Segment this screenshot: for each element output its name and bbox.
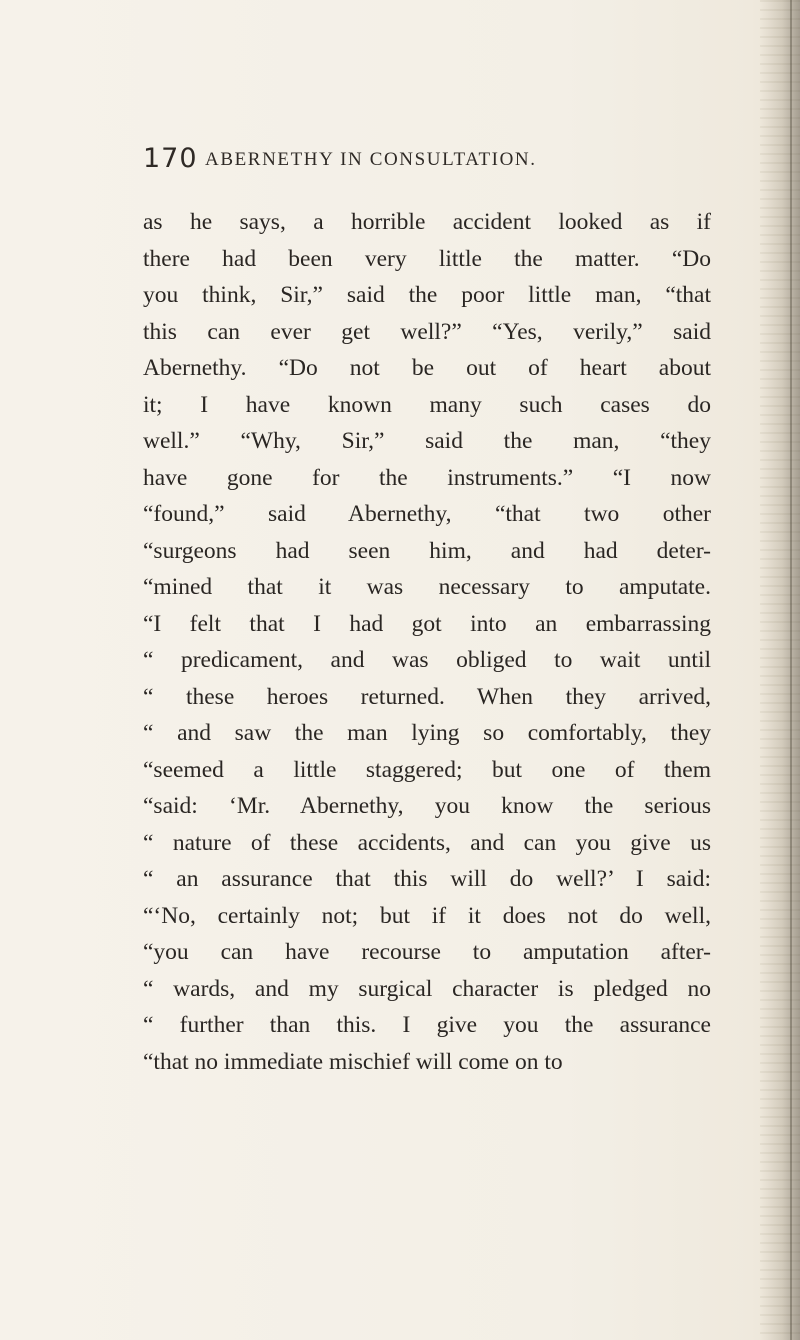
text-line: “found,” said Abernethy, “that two other xyxy=(143,501,711,527)
text-line: “that no immediate mischief will come on to xyxy=(143,1048,563,1075)
text-line: “said: ‘Mr. Abernethy, you know the serious xyxy=(143,793,711,819)
page-number: 170 xyxy=(143,143,198,174)
page-edge-shadow xyxy=(760,0,800,1340)
text-line: “ further than this. I give you the assurance xyxy=(143,1012,711,1038)
text-line: well.” “Why, Sir,” said the man, “they xyxy=(143,428,711,454)
text-line: Abernethy. “Do not be out of heart about xyxy=(143,355,711,381)
text-line: “surgeons had seen him, and had deter- xyxy=(143,537,711,564)
running-head xyxy=(143,143,703,179)
text-line: have gone for the instruments.” “I now xyxy=(143,464,711,491)
text-line: “ an assurance that this will do well?’ I said: xyxy=(143,866,711,892)
text-line: it; I have known many such cases do xyxy=(143,391,711,418)
text-line: “mined that it was necessary to amputate. xyxy=(143,574,711,600)
text-line: “ and saw the man lying so comfortably, they xyxy=(143,720,711,746)
running-title: ABERNETHY IN CONSULTATION. xyxy=(205,149,537,170)
text-line: this can ever get well?” “Yes, verily,” said xyxy=(143,318,711,345)
text-line: “ wards, and my surgical character is pledged no xyxy=(143,975,711,1002)
text-line: there had been very little the matter. “Do xyxy=(143,245,711,272)
text-line: “ nature of these accidents, and can you give us xyxy=(143,829,711,856)
text-line: as he says, a horrible accident looked as if xyxy=(143,209,711,235)
text-line: “ predicament, and was obliged to wait until xyxy=(143,647,711,673)
text-line: “seemed a little staggered; but one of them xyxy=(143,756,711,783)
text-line: “you can have recourse to amputation after- xyxy=(143,939,711,965)
text-line: “ these heroes returned. When they arrived, xyxy=(143,683,711,710)
body-text xyxy=(143,204,711,1080)
text-line: “I felt that I had got into an embarrassing xyxy=(143,610,711,637)
text-line: you think, Sir,” said the poor little man, “that xyxy=(143,282,711,308)
text-line: “‘No, certainly not; but if it does not do well, xyxy=(143,902,711,929)
page-edge-line xyxy=(790,0,792,1340)
